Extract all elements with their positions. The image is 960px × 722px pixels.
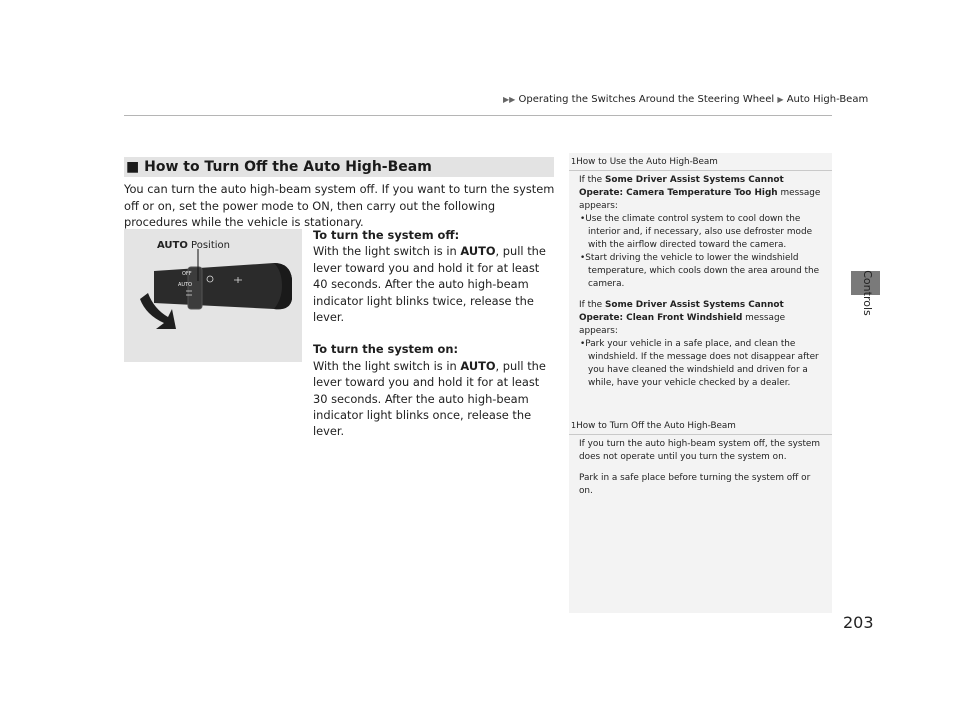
procedure-steps	[313, 227, 557, 456]
note1-title[interactable]: 1How to Use the Auto High-Beam	[571, 157, 718, 167]
intro-paragraph: You can turn the auto high-beam system off. If you want to turn the system off or on, set the power mode to ON, then carry out the following procedures while the vehicle is stationary.	[124, 182, 555, 230]
chapter-tab-label[interactable]: Controls	[861, 270, 874, 316]
switch-label-auto: AUTO	[178, 282, 193, 288]
section-heading-text: How to Turn Off the Auto High-Beam	[144, 159, 432, 175]
note2-title[interactable]: 1How to Turn Off the Auto High-Beam	[571, 421, 736, 431]
breadcrumb-arrow-icon: ▶▶	[503, 95, 516, 104]
note-ref-icon: 1	[571, 157, 577, 166]
breadcrumb-item[interactable]: Operating the Switches Around the Steering Wheel	[518, 94, 775, 105]
breadcrumb-item-current[interactable]: Auto High-Beam	[786, 94, 869, 105]
figure-caption-bold: AUTO	[157, 240, 188, 251]
note1-para1: If the Some Driver Assist Systems Cannot Operate: Camera Temperature Too High message appears:	[579, 175, 821, 211]
turn-off-text: With the light switch is in AUTO, pull the lever toward you and hold it for at least 40 seconds. After the auto high-beam indicator light blinks twice, release the lever.	[313, 244, 546, 325]
header-rule	[124, 115, 832, 116]
heading-marker-icon: ■	[126, 159, 140, 175]
note2-para2: Park in a safe place before turning the system off or on.	[579, 473, 811, 496]
note1-bullet3: •Park your vehicle in a safe place, and clean the windshield. If the message does not disappear after you have cleaned the windshield and driven for a while, have your vehicle checked by a dealer.	[580, 339, 819, 388]
note1-body	[579, 174, 822, 390]
note2-body	[579, 438, 825, 498]
note1-para2: If the Some Driver Assist Systems Cannot Operate: Clean Front Windshield message appears:	[579, 300, 786, 336]
note2-para1: If you turn the auto high-beam system off, the system does not operate until you turn the system on.	[579, 439, 821, 462]
lever-body	[154, 263, 292, 309]
note-ref-icon: 1	[571, 421, 577, 430]
note1-divider	[569, 170, 832, 171]
breadcrumb	[503, 94, 868, 105]
figure-caption-rest: Position	[187, 240, 230, 251]
section-heading	[124, 157, 554, 177]
turn-on-text: With the light switch is in AUTO, pull the lever toward you and hold it for at least 30 seconds. After the auto high-beam indicator light blinks once, release the lever.	[313, 358, 546, 439]
switch-label-off: OFF	[182, 271, 192, 277]
note1-bullet1: •Use the climate control system to cool down the interior and, if necessary, also use defroster mode with the airflow directed toward the camera.	[580, 214, 813, 250]
figure-caption	[157, 240, 230, 251]
page-number: 203	[843, 613, 874, 632]
note1-bullet2: •Start driving the vehicle to lower the windshield temperature, which cools down the area around the camera.	[580, 253, 820, 289]
breadcrumb-arrow-icon: ▶	[777, 95, 784, 104]
note2-divider	[569, 434, 832, 435]
turn-on-title: To turn the system on:	[313, 342, 459, 357]
turn-off-title: To turn the system off:	[313, 228, 460, 242]
